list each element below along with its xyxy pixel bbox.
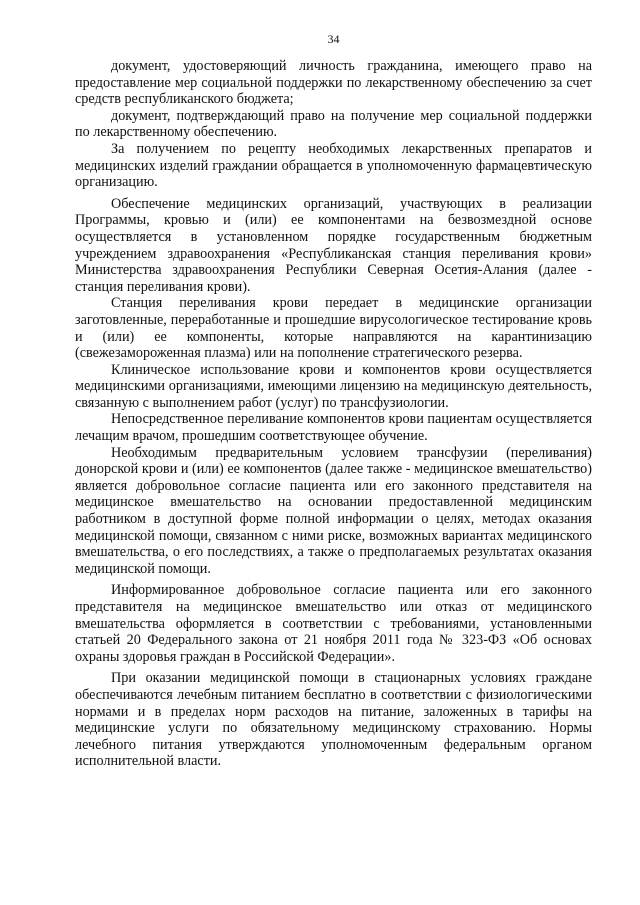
paragraph-clinical-nutrition: При оказании медицинской помощи в стационарных условиях граждане обеспечиваются лечебным питанием бесплатно в соответствии с физиологическими нормами и в пределах норм расходов на питание, заложенных в тарифы на медицинские услуги по обязательному медицинскому страхованию. Нормы лечебного питания утверждаются уполномоченным федеральным органом исполнительной власти. <box>75 670 592 770</box>
paragraph-entitlement-document: документ, подтверждающий право на получение мер социальной поддержки по лекарственному обеспечению. <box>75 107 592 141</box>
page-number: 34 <box>327 32 340 46</box>
paragraph-identity-document: документ, удостоверяющий личность гражданина, имеющего право на предоставление мер социальной поддержки по лекарственному обеспечению за счет средств республиканского бюджета; <box>75 58 592 108</box>
paragraph-clinical-use: Клиническое использование крови и компонентов крови осуществляется медицинскими организациями, имеющими лицензию на медицинскую деятельность, связанную с выполнением работ (услуг) по трансфузиологии. <box>75 361 592 411</box>
paragraph-direct-transfusion: Непосредственное переливание компонентов крови пациентам осуществляется лечащим врачом, прошедшим соответствующее обучение. <box>75 411 592 445</box>
paragraph-transfusion-station: Станция переливания крови передает в медицинские организации заготовленные, переработанные и прошедшие вирусологическое тестирование кровь и (или) ее компоненты, которые направляются на карантинизацию (свежезамороженная плазма) или на пополнение стратегического резерва. <box>75 295 592 362</box>
paragraph-blood-supply: Обеспечение медицинских организаций, участвующих в реализации Программы, кровью и (или) ее компонентами на безвозмездной основе осуществляется в установленном порядке государственным бюджетным учреждением здравоохранения «Республиканская станция переливания крови» Министерства здравоохранения Республики Северная Осетия-Алания (далее - станция переливания крови). <box>75 195 592 295</box>
paragraph-consent-condition: Необходимым предварительным условием трансфузии (переливания) донорской крови и (или) ее компонентов (далее также - медицинское вмешательство) является добровольное согласие пациента или его законного представителя на медицинское вмешательство на основании предоставленной медицинским работником в доступной форме полной информации о целях, методах оказания медицинской помощи, связанном с ними риске, возможных вариантах медицинского вмешательства, о его последствиях, а также о предполагаемых результатах оказания медицинской помощи. <box>75 444 592 577</box>
paragraph-prescription-pickup: За получением по рецепту необходимых лекарственных препаратов и медицинских изделий граждании обращается в уполномоченную фармацевтическую организацию. <box>75 140 592 191</box>
paragraph-informed-consent: Информированное добровольное согласие пациента или его законного представителя на медицинское вмешательство или отказ от медицинского вмешательства оформляется в соответствии с требованиями, установленными статьей 20 Федерального закона от 21 ноября 2011 года № 323-ФЗ «Об основах охраны здоровья граждан в Российской Федерации». <box>75 582 592 665</box>
